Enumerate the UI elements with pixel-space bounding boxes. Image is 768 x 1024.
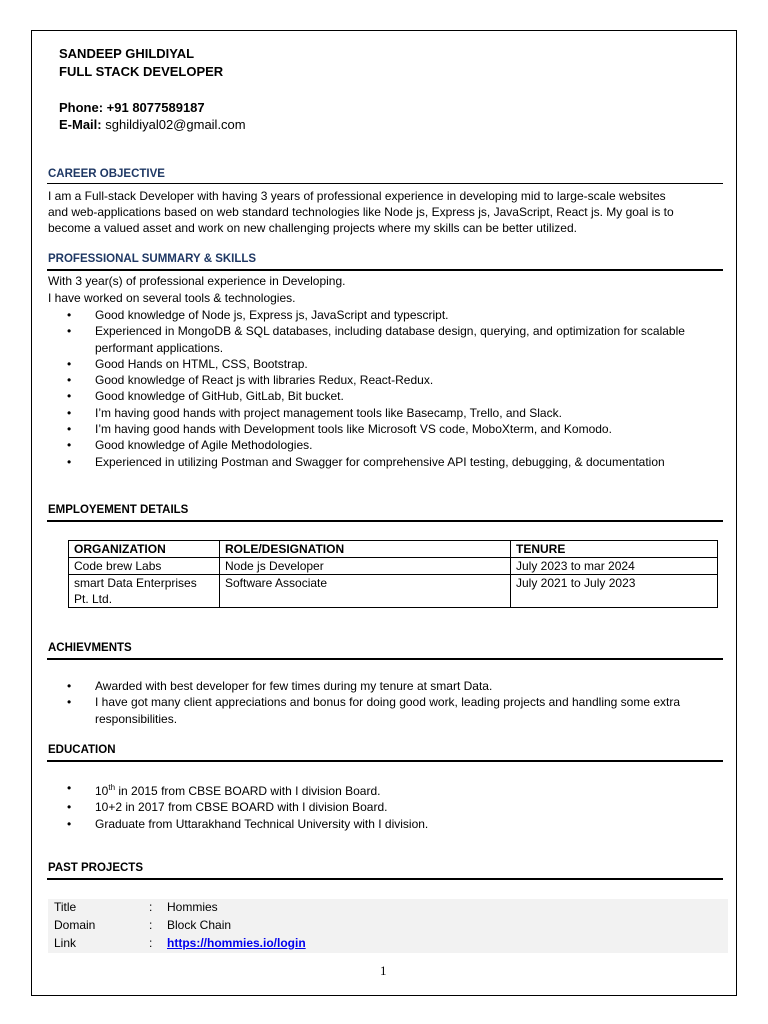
candidate-name: SANDEEP GHILDIYAL xyxy=(59,46,195,61)
list-item: • Experienced in utilizing Postman and Swagger for comprehensive API testing, debugging, & documentation xyxy=(67,454,665,469)
table-cell: Node js Developer xyxy=(220,558,511,575)
employment-table xyxy=(68,540,718,608)
projects-heading: PAST PROJECTS xyxy=(48,862,143,874)
achievements-list xyxy=(67,678,722,727)
objective-line: become a valued asset and work on new challenging projects where my skills can be better utilized. xyxy=(48,221,577,235)
education-heading: EDUCATION xyxy=(48,744,116,756)
employment-heading: EMPLOYEMENT DETAILS xyxy=(48,504,189,516)
skills-list xyxy=(67,307,722,470)
career-objective-heading: CAREER OBJECTIVE xyxy=(48,168,165,180)
section-divider xyxy=(47,269,723,271)
section-divider xyxy=(47,183,723,184)
table-cell: July 2021 to July 2023 xyxy=(511,575,718,608)
candidate-title: FULL STACK DEVELOPER xyxy=(59,64,224,79)
objective-line: and web-applications based on web standard technologies like Node js, Express js, JavaScript, React js. My goal is to xyxy=(48,205,674,219)
section-divider xyxy=(47,760,723,762)
list-item: • Good knowledge of React js with libraries Redux, React-Redux. xyxy=(67,373,434,388)
table-cell: smart Data Enterprises Pt. Ltd. xyxy=(69,575,220,608)
list-item: • I’m having good hands with Development tools like Microsoft VS code, MoboXterm, and Komodo. xyxy=(67,422,612,437)
phone: Phone: +91 8077589187 xyxy=(59,100,205,115)
page-number: 1 xyxy=(380,963,387,978)
summary-heading: PROFESSIONAL SUMMARY & SKILLS xyxy=(48,253,257,265)
table-row xyxy=(69,558,718,575)
summary-intro: With 3 year(s) of professional experience in Developing. xyxy=(48,274,346,288)
table-row xyxy=(69,575,718,608)
list-item: • Awarded with best developer for few times during my tenure at smart Data. xyxy=(67,679,493,693)
column-header: TENURE xyxy=(511,541,718,558)
section-divider xyxy=(47,658,723,660)
table-cell: July 2023 to mar 2024 xyxy=(511,558,718,575)
section-divider xyxy=(47,520,723,522)
resume-page xyxy=(31,30,737,996)
list-item: • Good knowledge of Agile Methodologies. xyxy=(67,438,313,453)
objective-line: I am a Full-stack Developer with having 3 years of professional experience in developing mid to large-scale websites xyxy=(48,189,666,203)
list-item: • I have got many client appreciations and bonus for doing good work, leading projects and handling some extra responsibilities. xyxy=(67,695,681,726)
summary-intro: I have worked on several tools & technologies. xyxy=(48,291,296,305)
column-header: ORGANIZATION xyxy=(69,541,220,558)
project-row-title: Title : Hommies xyxy=(48,899,728,917)
table-cell: Software Associate xyxy=(220,575,511,608)
email-address[interactable]: sghildiyal02@gmail.com xyxy=(105,117,246,132)
education-list xyxy=(67,780,722,832)
email-label: E-Mail: xyxy=(59,117,102,132)
list-item: • Experienced in MongoDB & SQL databases, including database design, querying, and optimization for scalable performant applications. xyxy=(67,324,685,355)
table-cell: Code brew Labs xyxy=(69,558,220,575)
project-link[interactable]: https://hommies.io/login xyxy=(167,936,306,950)
project-details xyxy=(48,899,728,953)
list-item: • Graduate from Uttarakhand Technical University with I division. xyxy=(67,816,429,831)
list-item: • 10th in 2015 from CBSE BOARD with I division Board. xyxy=(67,781,381,798)
section-divider xyxy=(47,878,723,880)
list-item: • Good knowledge of Node js, Express js, JavaScript and typescript. xyxy=(67,308,449,322)
project-row-link: Link : https://hommies.io/login xyxy=(48,935,728,953)
table-header-row xyxy=(69,541,718,558)
list-item: • I’m having good hands with project management tools like Basecamp, Trello, and Slack. xyxy=(67,405,562,420)
column-header: ROLE/DESIGNATION xyxy=(220,541,511,558)
project-row-domain: Domain : Block Chain xyxy=(48,917,728,935)
email-line xyxy=(59,117,246,132)
achievements-heading: ACHIEVMENTS xyxy=(48,642,132,654)
list-item: • 10+2 in 2017 from CBSE BOARD with I division Board. xyxy=(67,800,388,815)
list-item: • Good knowledge of GitHub, GitLab, Bit bucket. xyxy=(67,389,344,404)
list-item: • Good Hands on HTML, CSS, Bootstrap. xyxy=(67,356,308,371)
